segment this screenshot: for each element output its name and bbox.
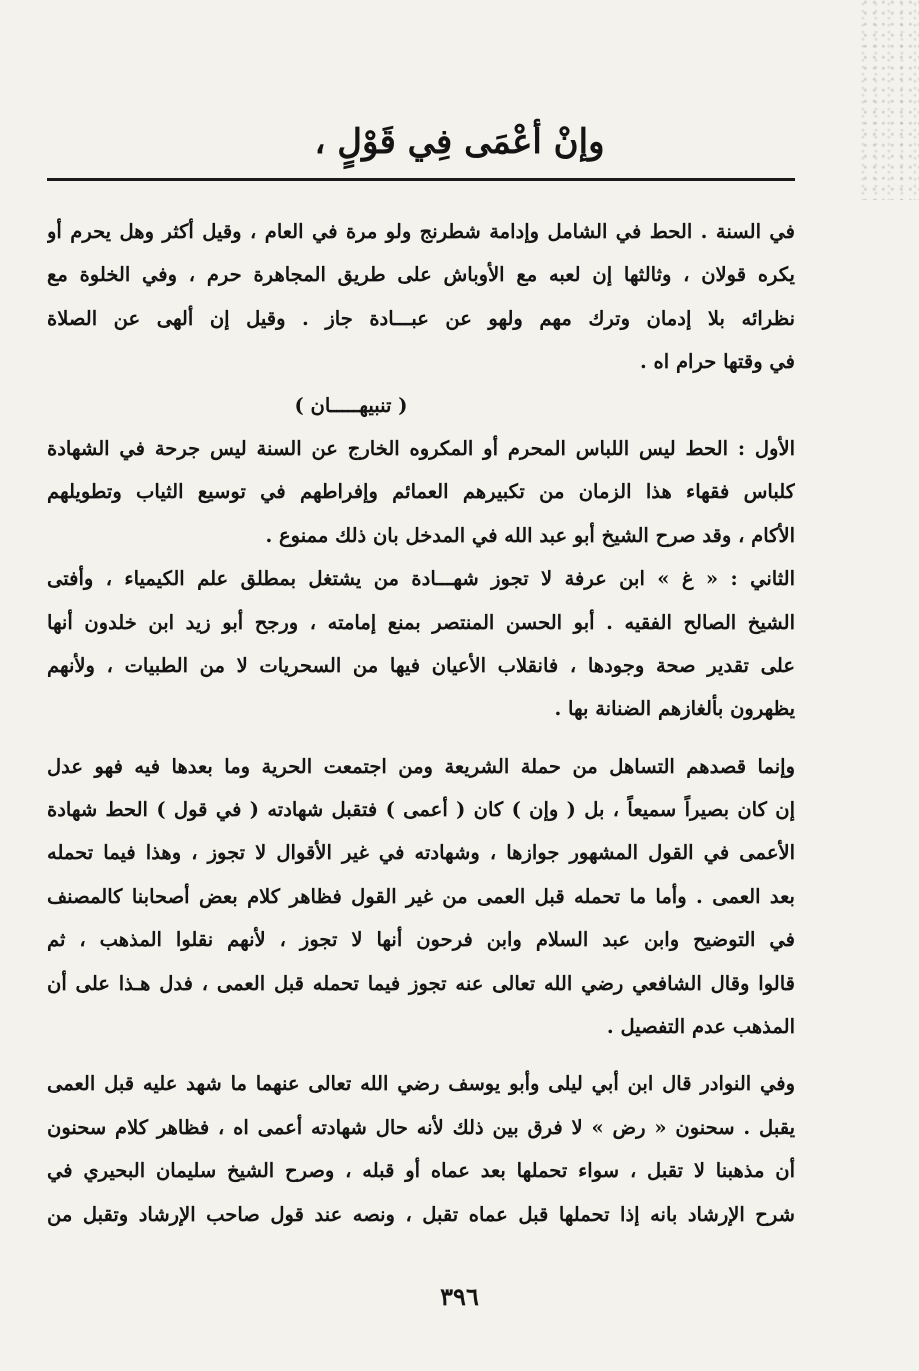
text-line: بعد العمى . وأما ما تحمله قبل العمى من غير القول فظاهر كلام بعض أصحابنا كالمصنف [47, 884, 795, 908]
text-line: في وقتها حرام اه . [639, 350, 795, 374]
section-heading: ( تنبيهـــــان ) [294, 393, 408, 417]
header-divider [47, 178, 795, 181]
text-line: الأعمى في القول المشهور جوازها ، وشهادته في غير الأقوال لا تجوز ، وهذا فيما تحمله [47, 841, 795, 865]
text-line: يكره قولان ، وثالثها إن لعبه مع الأوباش على طريق المجاهرة حرم ، وفي الخلوة مع [47, 263, 795, 287]
text-line: يظهرون بألغازهم الضنانة بها . [554, 697, 795, 721]
text-line: قالوا وقال الشافعي رضي الله تعالى عنه تجوز فيما تحمله قبل العمى ، فدل هـذا على أن [47, 971, 795, 995]
page-header-title: وإنْ أعْمَى فِي قَوْلٍ ، [314, 122, 605, 162]
text-line: وفي النوادر قال ابن أبي ليلى وأبو يوسف رضي الله تعالى عنهما ما شهد عليه قبل العمى [47, 1072, 795, 1096]
text-line: يقبل . سحنون « رض » لا فرق بين ذلك لأنه حال شهادته أعمى اه ، فظاهر كلام سحنون [47, 1115, 795, 1139]
text-line: على تقدير صحة وجودها ، فانقلاب الأعيان فيها من السحريات لا من الطبيات ، ولأنهم [47, 653, 795, 677]
body-text [47, 210, 795, 1236]
text-line: الأكام ، وقد صرح الشيخ أبو عبد الله في المدخل بان ذلك ممنوع . [265, 523, 795, 547]
scan-noise [859, 0, 919, 200]
text-line: الثاني : « غ » ابن عرفة لا تجوز شهـــادة من يشتغل بمطلق علم الكيمياء ، وأفتى [47, 567, 795, 591]
text-line: في التوضيح وابن عبد السلام وابن فرحون أنها لا تجوز ، لأنهم نقلوا المذهب ، ثم [47, 928, 795, 952]
text-line: وإنما قصدهم التساهل من حملة الشريعة ومن اجتمعت الحرية وما بعدها فيه فهو عدل [47, 754, 795, 778]
text-line: الشيخ الصالح الفقيه . أبو الحسن المنتصر بمنع إمامته ، ورجح أبو زيد ابن خلدون أنها [47, 610, 795, 634]
page-number: ٣٩٦ [440, 1282, 479, 1311]
text-line: كلباس فقهاء هذا الزمان من تكبيرهم العمائم وإفراطهم في توسيع الثياب وتطويلهم [47, 480, 795, 504]
text-line: أن مذهبنا لا تقبل ، سواء تحملها بعد عماه أو قبله ، وصرح الشيخ سليمان البحيري في [47, 1159, 795, 1183]
paragraph-gap [47, 1048, 795, 1062]
text-line: المذهب عدم التفصيل . [606, 1015, 795, 1039]
text-line: نظرائه بلا إدمان وترك مهم ولهو عن عبـــادة جاز . وقيل إن ألهى عن الصلاة [47, 306, 795, 330]
text-line: إن كان بصيراً سميعاً ، بل ( وإن ) كان ( أعمى ) فتقبل شهادته ( في قول ) الحط شهادة [47, 798, 795, 822]
text-line: الأول : الحط ليس اللباس المحرم أو المكروه الخارج عن السنة ليس جرحة في الشهادة [47, 436, 795, 460]
paragraph-gap [47, 731, 795, 745]
text-line: في السنة . الحط في الشامل وإدامة شطرنج ولو مرة في العام ، وقيل أكثر وهل يحرم أو [47, 220, 795, 243]
text-line: شرح الإرشاد بانه إذا تحملها قبل عماه تقبل ، ونصه عند قول صاحب الإرشاد وتقبل من [47, 1202, 795, 1226]
